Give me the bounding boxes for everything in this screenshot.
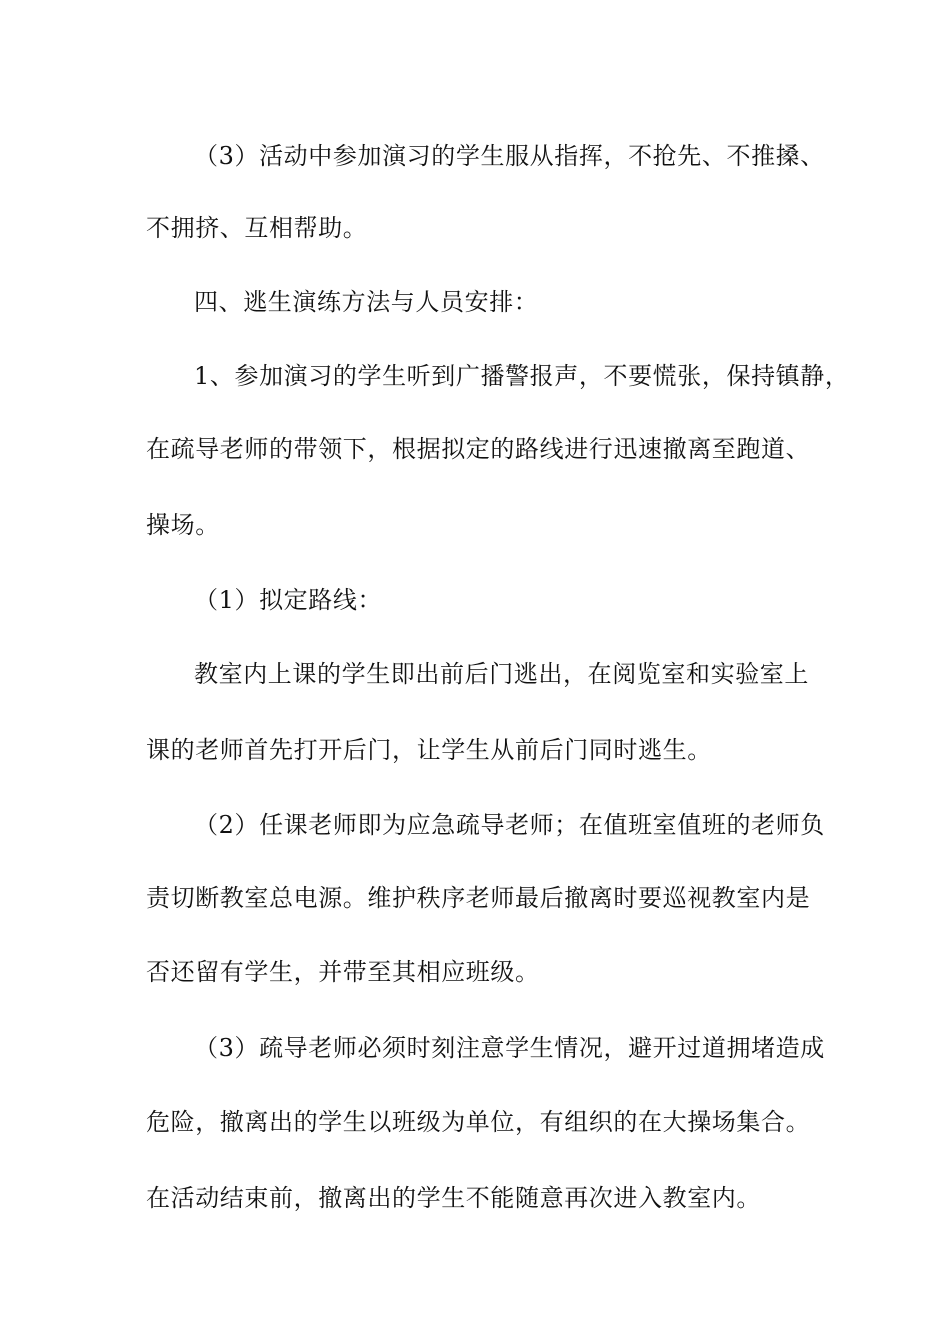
text-line-10: （2）任课老师即为应急疏导老师；在值班室值班的老师负 <box>194 811 825 839</box>
text-line-11: 责切断教室总电源。维护秩序老师最后撤离时要巡视教室内是 <box>146 884 811 912</box>
section-heading: 四、逃生演练方法与人员安排： <box>194 288 539 316</box>
text-line-15: 在活动结束前，撤离出的学生不能随意再次进入教室内。 <box>146 1184 761 1212</box>
text-line-14: 危险，撤离出的学生以班级为单位，有组织的在大操场集合。 <box>146 1108 811 1136</box>
text-line-2: 不拥挤、互相帮助。 <box>146 214 368 242</box>
text-line-4: 1、参加演习的学生听到广播警报声，不要慌张，保持镇静， <box>194 362 850 390</box>
text-line-12: 否还留有学生，并带至其相应班级。 <box>146 958 540 986</box>
text-line-7: （1）拟定路线： <box>194 586 383 614</box>
text-line-5: 在疏导老师的带领下，根据拟定的路线进行迅速撤离至跑道、 <box>146 435 811 463</box>
text-line-6: 操场。 <box>146 511 220 539</box>
text-line-1: （3）活动中参加演习的学生服从指挥，不抢先、不推搡、 <box>194 142 825 170</box>
text-line-13: （3）疏导老师必须时刻注意学生情况，避开过道拥堵造成 <box>194 1034 825 1062</box>
text-line-9: 课的老师首先打开后门，让学生从前后门同时逃生。 <box>146 736 712 764</box>
text-line-8: 教室内上课的学生即出前后门逃出，在阅览室和实验室上 <box>194 660 809 688</box>
